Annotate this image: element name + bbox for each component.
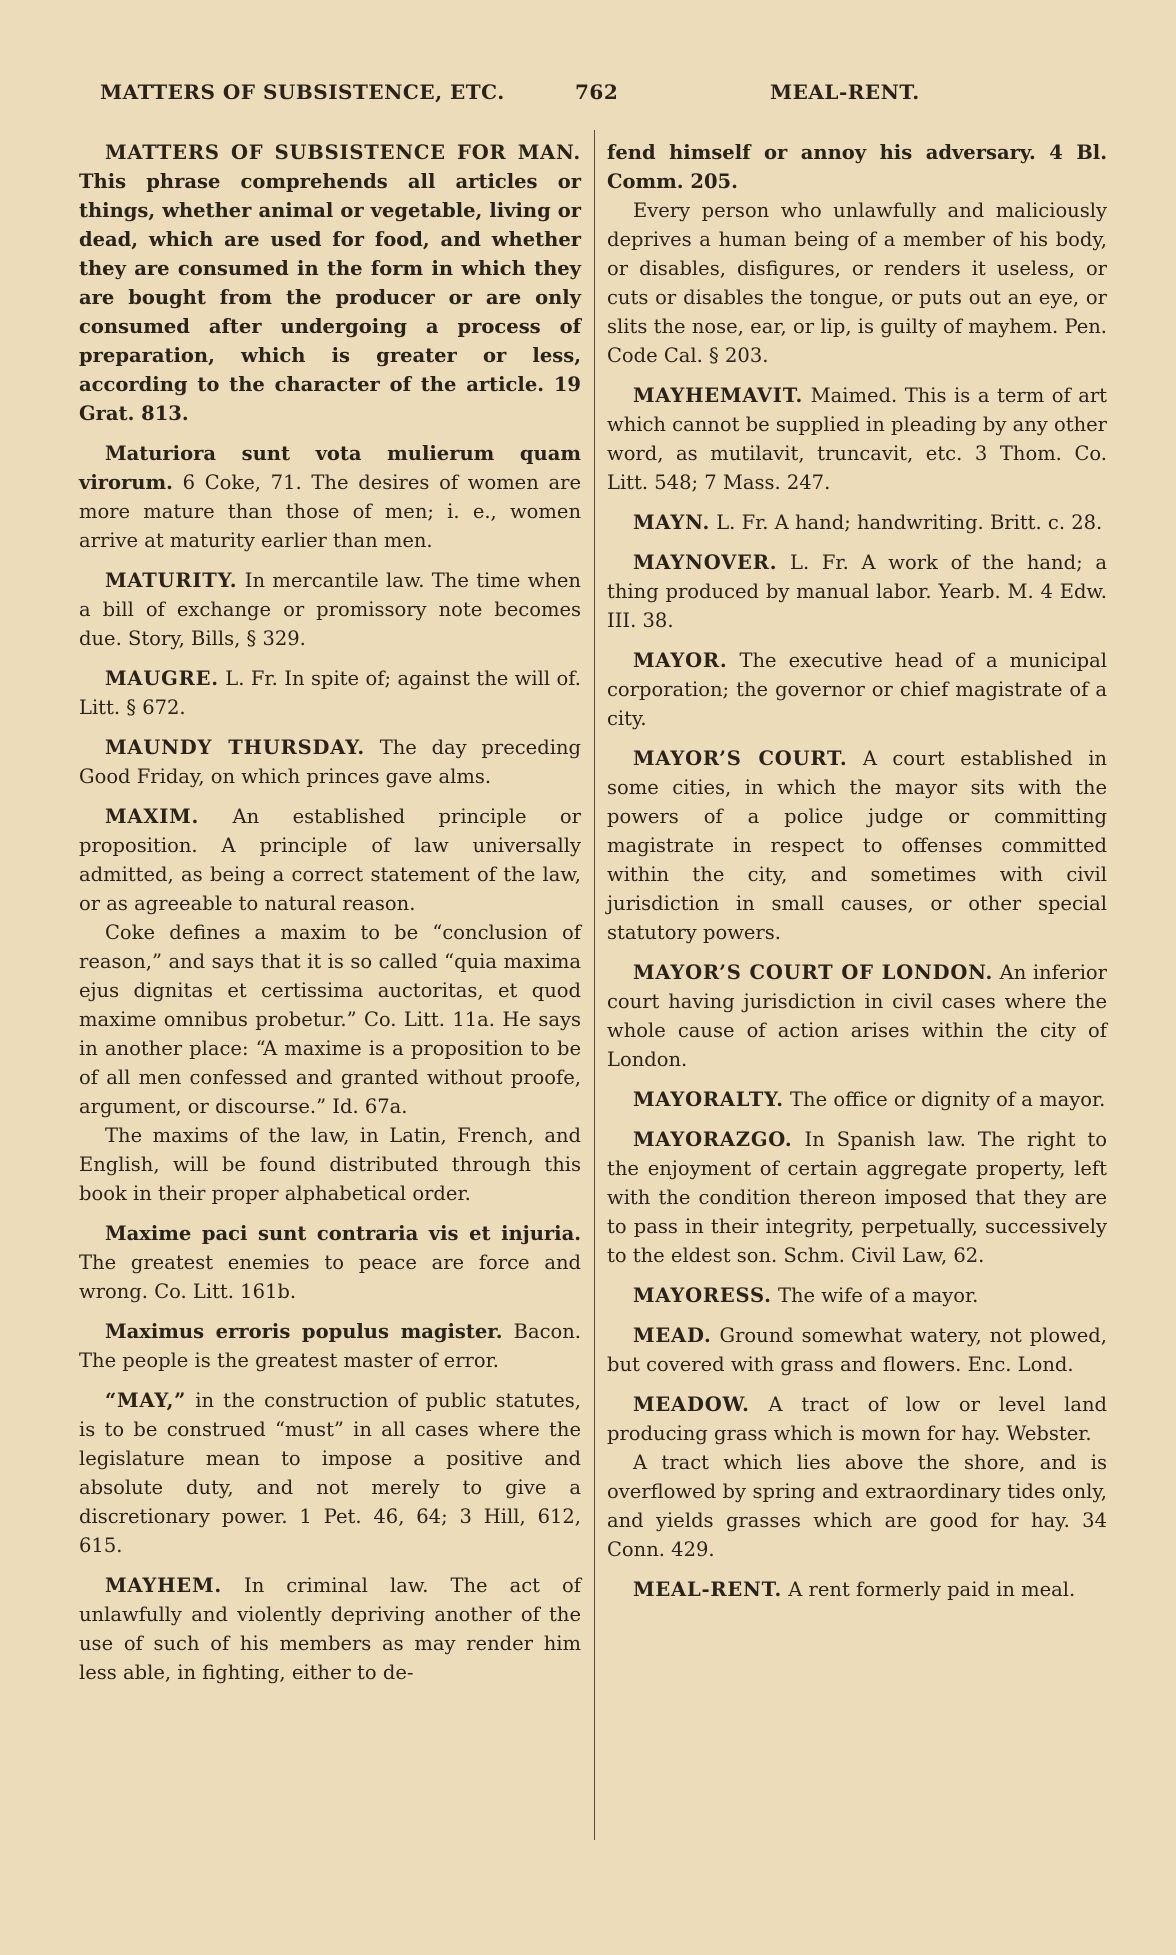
header-left: MATTERS OF SUBSISTENCE, ETC. [100,80,505,104]
entry-mayhem: MAYHEM. In criminal law. The act of unlawfully and violently depriving another of the use of such of his members as may render him less able, in fighting, either to de- [79,1574,581,1684]
entry-mayhemavit: MAYHEMAVIT. Maimed. This is a term of art which cannot be supplied in pleading by any other word, as mutilavit, truncavit, etc. 3 Thom. Co. Litt. 548; 7 Mass. 247. [607,384,1107,494]
entry-mayors-court-london: MAYOR’S COURT OF LONDON. An inferior court having jurisdiction in civil cases where the whole cause of action arises within the city of London. [607,961,1107,1071]
entry-mayoress: MAYORESS. The wife of a mayor. [633,1284,979,1307]
entry-maturiora: Maturiora sunt vota mulierum quam virorum. 6 Coke, 71. The desires of women are more mature than those of men; i. e., women arrive at maturity earlier than men. [79,442,581,552]
entry-mayn: MAYN. L. Fr. A hand; handwriting. Britt. c. 28. [633,511,1103,534]
entry-meadow-note: A tract which lies above the shore, and is overflowed by spring and extraordinary tides only, and yields grasses which are good for hay. 34 Conn. 429. [607,1451,1107,1561]
entry-mayoralty: MAYORALTY. The office or dignity of a mayor. [633,1088,1106,1111]
entry-mead: MEAD. Ground somewhat watery, not plowed, but covered with grass and flowers. Enc. Lond. [607,1324,1107,1376]
left-column [79,138,581,1698]
entry-mayhem-continued: fend himself or annoy his adversary. 4 Bl. Comm. 205. [607,141,1107,193]
column-divider [594,130,595,1840]
entry-may: “MAY,” in the construction of public statutes, is to be construed “must” in all cases where the legislature mean to impose a positive and absolute duty, and not merely to give a discretionary power. 1 Pet. 46, 64; 3 Hill, 612, 615. [79,1389,581,1557]
entry-meadow: MEADOW. A tract of low or level land producing grass which is mown for hay. Webster. [607,1393,1107,1445]
entry-mayhem-definition: Every person who unlawfully and maliciously deprives a human being of a member of his body, or disables, disfigures, or renders it useless, or cuts or disables the tongue, or puts out an eye, or slits the nose, ear, or lip, is guilty of mayhem. Pen. Code Cal. § 203. [607,199,1107,367]
running-head [100,80,1105,120]
entry-meal-rent: MEAL-RENT. A rent formerly paid in meal. [633,1578,1076,1601]
entry-maugre: MAUGRE. L. Fr. In spite of; against the will of. Litt. § 672. [79,667,581,719]
entry-maxime-paci: Maxime paci sunt contraria vis et injuria. The greatest enemies to peace are force and wrong. Co. Litt. 161b. [79,1222,581,1303]
header-right: MEAL-RENT. [770,80,920,104]
right-column [607,138,1107,1615]
entry-maynover: MAYNOVER. L. Fr. A work of the hand; a thing produced by manual labor. Yearb. M. 4 Edw. III. 38. [607,551,1107,632]
entry-maximus-erroris: Maximus erroris populus magister. Bacon. The people is the greatest master of error. [79,1320,581,1372]
entry-mayor: MAYOR. The executive head of a municipal corporation; the governor or chief magistrate of a city. [607,649,1107,730]
entry-maxim: MAXIM. An established principle or proposition. A principle of law universally admitted, as being a correct statement of the law, or as agreeable to natural reason. [79,805,581,915]
page-number: 762 [575,80,619,104]
entry-matters-of-subsistence: MATTERS OF SUBSISTENCE FOR MAN. This phrase comprehends all articles or things, whether animal or vegetable, living or dead, which are used for food, and whether they are consumed in the form in which they are bought from the producer or are only consumed after undergoing a process of preparation, which is greater or less, according to the character of the article. 19 Grat. 813. [79,141,581,425]
entry-maxim-note: The maxims of the law, in Latin, French, and English, will be found distributed through this book in their proper alphabetical order. [79,1124,581,1205]
entry-mayorazgo: MAYORAZGO. In Spanish law. The right to the enjoyment of certain aggregate property, left with the condition thereon imposed that they are to pass in their integrity, perpetually, successively to the eldest son. Schm. Civil Law, 62. [607,1128,1107,1267]
entry-mayors-court: MAYOR’S COURT. A court established in some cities, in which the mayor sits with the powers of a police judge or committing magistrate in respect to offenses committed within the city, and sometimes with civil jurisdiction in small causes, or other special statutory powers. [607,747,1107,944]
entry-maundy-thursday: MAUNDY THURSDAY. The day preceding Good Friday, on which princes gave alms. [79,736,581,788]
entry-maxim-coke: Coke defines a maxim to be “conclusion of reason,” and says that it is so called “quia maxima ejus dignitas et certissima auctoritas, et quod maxime omnibus probetur.” Co. Litt. 11a. He says in another place: “A maxime is a proposition to be of all men confessed and granted without proofe, argument, or discourse.” Id. 67a. [79,921,581,1118]
entry-maturity: MATURITY. In mercantile law. The time when a bill of exchange or promissory note becomes due. Story, Bills, § 329. [79,569,581,650]
